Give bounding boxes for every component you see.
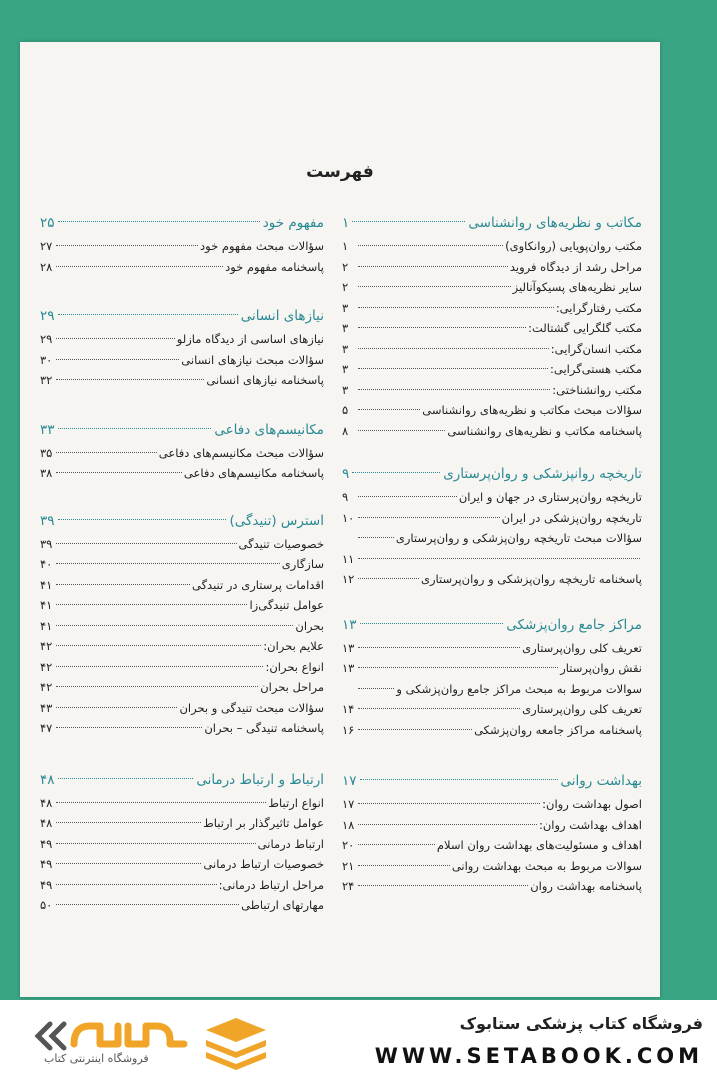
toc-section-heading[interactable] xyxy=(342,768,642,794)
entry-page-number: ۴۱ xyxy=(40,618,53,633)
toc-section xyxy=(40,210,324,277)
entry-page-number: ۱۴ xyxy=(342,702,355,716)
leader-dots xyxy=(358,368,548,369)
leader-dots xyxy=(56,686,258,687)
toc-section xyxy=(40,303,324,391)
toc-section-heading[interactable] xyxy=(40,508,324,534)
toc-entry[interactable] xyxy=(342,876,642,897)
leader-dots xyxy=(56,584,190,585)
entry-title: اهداف و مسئولیت‌های بهداشت روان اسلام xyxy=(436,838,642,852)
toc-entry[interactable] xyxy=(342,658,642,679)
leader-dots xyxy=(358,865,450,866)
entry-title: پاسخنامه تاریخچه روان‌پزشکی و روان‌پرستاری xyxy=(420,572,642,586)
toc-entry[interactable] xyxy=(342,380,642,401)
entry-page-number: ۲۹ xyxy=(40,332,53,346)
toc-entry[interactable] xyxy=(40,329,324,350)
toc-entry[interactable] xyxy=(40,813,324,834)
leader-dots xyxy=(56,884,217,885)
logo-tagline: فروشگاه اینترنتی کتاب xyxy=(44,1052,149,1065)
toc-entry[interactable] xyxy=(342,679,642,700)
section-title: تاریخچه روانپزشکی و روان‌پرستاری xyxy=(443,466,642,482)
entry-page-number: ۴۹ xyxy=(40,877,53,892)
leader-dots xyxy=(56,666,263,667)
leader-dots xyxy=(56,625,293,626)
leader-dots xyxy=(56,452,157,453)
section-title: مراکز جامع روان‌پزشکی xyxy=(506,616,642,633)
entry-title: مکتب روانشناختی: xyxy=(552,382,642,397)
entry-title: پاسخنامه مراکز جامعه روان‌پزشکی xyxy=(474,722,642,737)
entry-title: انواع ارتباط xyxy=(268,795,324,810)
toc-entry[interactable] xyxy=(342,549,642,570)
entry-page-number: ۱۳ xyxy=(342,661,355,675)
entry-title: سؤالات مبحث نیازهای انسانی xyxy=(181,352,324,367)
toc-entry[interactable] xyxy=(342,421,642,442)
section-page-number: ۲۵ xyxy=(40,215,55,231)
leader-dots xyxy=(358,844,435,845)
leader-dots xyxy=(358,688,394,689)
leader-dots xyxy=(56,822,201,823)
toc-section-heading[interactable] xyxy=(40,417,324,443)
toc-entry[interactable] xyxy=(342,699,642,720)
toc-entry[interactable] xyxy=(40,370,324,391)
toc-entry[interactable] xyxy=(40,875,324,896)
section-title: ارتباط و ارتباط درمانی xyxy=(196,771,324,788)
entry-title: پاسخنامه مفهوم خود xyxy=(225,259,324,274)
entry-page-number: ۳۰ xyxy=(40,352,53,367)
entry-page-number: ۴۸ xyxy=(40,795,53,810)
entry-page-number: ۲۷ xyxy=(40,239,53,253)
entry-page-number: ۲۰ xyxy=(342,838,355,852)
toc-entry[interactable] xyxy=(342,569,642,590)
toc-entry[interactable] xyxy=(342,257,642,278)
entry-page-number: ۱۲ xyxy=(342,572,355,586)
entry-page-number: ۱۸ xyxy=(342,817,355,832)
leader-dots xyxy=(358,496,457,497)
leader-dots xyxy=(358,245,503,246)
section-title: مکاتب و نظریه‌های روانشناسی xyxy=(468,215,642,231)
entry-title: پاسخنامه بهداشت روان xyxy=(530,879,642,893)
toc-section xyxy=(40,508,324,739)
entry-page-number: ۱۷ xyxy=(342,797,355,811)
leader-dots xyxy=(56,645,261,646)
toc-entry[interactable] xyxy=(40,595,324,616)
entry-page-number: ۲ xyxy=(342,259,349,274)
entry-page-number: ۳ xyxy=(342,362,349,376)
leader-dots xyxy=(56,863,201,864)
leader-dots xyxy=(358,824,537,825)
entry-page-number: ۲ xyxy=(342,280,349,294)
toc-entry[interactable] xyxy=(342,339,642,360)
toc-section xyxy=(342,210,642,441)
leader-dots xyxy=(358,517,500,518)
entry-page-number: ۹ xyxy=(342,490,349,504)
toc-section xyxy=(342,612,642,741)
leader-dots xyxy=(56,843,256,844)
entry-page-number: ۵ xyxy=(342,403,349,417)
page-title: فهرست xyxy=(306,162,374,182)
section-title: مفهوم خود xyxy=(262,215,324,231)
toc-section xyxy=(40,767,324,916)
toc-entry[interactable] xyxy=(40,677,324,698)
toc-entry[interactable] xyxy=(342,487,642,508)
toc-section-heading[interactable] xyxy=(342,612,642,638)
leader-dots xyxy=(358,430,445,431)
section-title: استرس (تنیدگی) xyxy=(229,512,324,529)
toc-section-heading[interactable] xyxy=(342,210,642,236)
leader-dots xyxy=(358,327,526,328)
leader-dots xyxy=(56,563,280,564)
entry-title: پاسخنامه تنیدگی – بحران xyxy=(204,721,324,735)
entry-title: مکتب روان‌پویایی (روانکاوی) xyxy=(505,239,642,253)
entry-title: خصوصیات ارتباط درمانی xyxy=(203,857,324,871)
entry-page-number: ۲۴ xyxy=(342,879,355,893)
leader-dots xyxy=(358,708,520,709)
entry-page-number: ۴۲ xyxy=(40,639,53,653)
entry-title: سازگاری xyxy=(281,557,324,571)
store-footer xyxy=(0,1000,717,1080)
leader-dots xyxy=(358,729,472,730)
leader-dots xyxy=(58,519,227,520)
toc-entry[interactable] xyxy=(40,443,324,464)
entry-title: مراحل ارتباط درمانی: xyxy=(218,877,324,892)
section-page-number: ۲۹ xyxy=(40,308,55,324)
entry-page-number: ۴۲ xyxy=(40,680,53,694)
toc-entry[interactable] xyxy=(342,277,642,298)
leader-dots xyxy=(358,537,394,538)
entry-page-number: ۸ xyxy=(342,423,349,438)
entry-title: سؤالات مبحث مکانیسم‌های دفاعی xyxy=(158,445,324,460)
entry-page-number: ۱۳ xyxy=(342,640,355,655)
toc-entry[interactable] xyxy=(40,616,324,637)
entry-title: مکتب گلگرایی گشتالت: xyxy=(528,321,642,335)
entry-page-number: ۱۶ xyxy=(342,722,355,737)
entry-title: مهارتهای ارتباطی xyxy=(241,898,324,912)
section-page-number: ۱ xyxy=(342,215,350,231)
toc-entry[interactable] xyxy=(40,575,324,596)
leader-dots xyxy=(358,266,508,267)
toc-entry[interactable] xyxy=(342,236,642,257)
leader-dots xyxy=(58,778,194,779)
toc-section-heading[interactable] xyxy=(342,461,642,487)
entry-page-number: ۴۱ xyxy=(40,577,53,592)
toc-entry[interactable] xyxy=(342,638,642,659)
toc-entry[interactable] xyxy=(342,528,642,549)
toc-section-heading[interactable] xyxy=(40,767,324,793)
entry-title: مراحل بحران xyxy=(260,680,324,694)
entry-title: تاریخچه روان‌پرستاری در جهان و ایران xyxy=(458,490,642,504)
entry-title: عوامل تاثیرگذار بر ارتباط xyxy=(203,816,324,830)
leader-dots xyxy=(56,359,179,360)
entry-title: سوالات مربوط به مبحث مراکز جامع روان‌پزشکی و xyxy=(396,681,642,696)
leader-dots xyxy=(352,472,440,473)
toc-entry[interactable] xyxy=(342,856,642,877)
entry-title: سؤالات مبحث تنیدگی و بحران xyxy=(179,700,324,715)
section-page-number: ۱۷ xyxy=(342,773,357,789)
section-page-number: ۳۹ xyxy=(40,512,55,529)
entry-title: عوامل تنیدگی‌زا xyxy=(249,598,324,612)
entry-page-number: ۳۹ xyxy=(40,536,53,551)
entry-page-number: ۴۳ xyxy=(40,700,53,715)
entry-page-number: ۴۱ xyxy=(40,598,53,612)
leader-dots xyxy=(358,558,640,559)
toc-section xyxy=(40,417,324,484)
entry-page-number: ۱ xyxy=(342,239,349,253)
section-title: نیازهای انسانی xyxy=(240,308,324,324)
leader-dots xyxy=(358,885,528,886)
store-name: فروشگاه کتاب پزشکی ستابوک xyxy=(459,1014,703,1033)
entry-title: اقدامات پرستاری در تنیدگی xyxy=(191,577,324,592)
toc-entry[interactable] xyxy=(40,854,324,875)
leader-dots xyxy=(360,623,504,624)
toc-entry[interactable] xyxy=(40,463,324,484)
entry-page-number: ۲۱ xyxy=(342,858,355,873)
entry-page-number: ۳ xyxy=(342,382,349,397)
entry-page-number: ۱۰ xyxy=(342,510,355,525)
entry-title: سؤالات مبحث تاریخچه روان‌پزشکی و روان‌پرستاری xyxy=(395,531,642,545)
toc-entry[interactable] xyxy=(342,794,642,815)
toc-entry[interactable] xyxy=(40,236,324,257)
section-page-number: ۳۳ xyxy=(40,421,55,438)
store-url[interactable]: WWW.SETABOOK.COM xyxy=(374,1044,703,1068)
book-page xyxy=(20,42,660,997)
entry-title: تعریف کلی روان‌پرستاری xyxy=(522,640,642,655)
leader-dots xyxy=(358,578,419,579)
leader-dots xyxy=(56,379,204,380)
leader-dots xyxy=(58,221,260,222)
toc-entry[interactable] xyxy=(342,508,642,529)
toc-entry[interactable] xyxy=(342,815,642,836)
leader-dots xyxy=(358,307,554,308)
entry-title: مکتب رفتارگرایی: xyxy=(555,300,642,315)
leader-dots xyxy=(56,338,175,339)
toc-entry[interactable] xyxy=(342,359,642,380)
toc-entry[interactable] xyxy=(40,718,324,739)
toc-entry[interactable] xyxy=(40,636,324,657)
entry-page-number: ۴۹ xyxy=(40,857,53,871)
entry-page-number: ۴۸ xyxy=(40,816,53,830)
entry-page-number: ۳۲ xyxy=(40,373,53,387)
leader-dots xyxy=(358,409,420,410)
toc-section xyxy=(342,768,642,897)
entry-title: سوالات مربوط به مبحث بهداشت روانی xyxy=(451,858,642,873)
entry-title: اهداف بهداشت روان: xyxy=(538,817,642,832)
entry-page-number: ۲۸ xyxy=(40,259,53,274)
toc-entry[interactable] xyxy=(342,720,642,741)
leader-dots xyxy=(56,707,177,708)
entry-title: انواع بحران: xyxy=(265,659,324,674)
leader-dots xyxy=(352,221,465,222)
entry-title: نقش روان‌پرستار xyxy=(560,661,642,675)
entry-title: پاسخنامه نیازهای انسانی xyxy=(206,373,324,387)
entry-page-number: ۴۰ xyxy=(40,557,53,571)
entry-title: اصول بهداشت روان: xyxy=(542,797,642,811)
entry-page-number: ۳ xyxy=(342,341,349,356)
entry-title: پاسخنامه مکاتب و نظریه‌های روانشناسی xyxy=(447,423,642,438)
entry-title: علایم بحران: xyxy=(263,639,324,653)
entry-page-number: ۳ xyxy=(342,300,349,315)
toc-section-heading[interactable] xyxy=(40,210,324,236)
toc-entry[interactable] xyxy=(342,318,642,339)
leader-dots xyxy=(56,543,237,544)
section-title: مکانیسم‌های دفاعی xyxy=(214,421,324,438)
entry-page-number: ۱۱ xyxy=(342,551,355,566)
entry-page-number: ۴۷ xyxy=(40,721,53,735)
leader-dots xyxy=(358,667,558,668)
entry-page-number: ۳۵ xyxy=(40,445,53,460)
entry-title: نیازهای اساسی از دیدگاه مازلو xyxy=(176,332,324,346)
leader-dots xyxy=(56,904,239,905)
leader-dots xyxy=(360,779,558,780)
entry-title: مکتب هستی‌گرایی: xyxy=(550,362,642,376)
leader-dots xyxy=(56,727,202,728)
leader-dots xyxy=(358,286,511,287)
entry-title: مکتب انسان‌گرایی: xyxy=(550,341,642,356)
entry-page-number: ۴۲ xyxy=(40,659,53,674)
section-page-number: ۱۳ xyxy=(342,616,357,633)
entry-page-number: ۴۹ xyxy=(40,836,53,851)
entry-title: مراحل رشد از دیدگاه فروید xyxy=(509,259,642,274)
toc-entry[interactable] xyxy=(40,350,324,371)
toc-entry[interactable] xyxy=(342,835,642,856)
section-page-number: ۹ xyxy=(342,466,350,482)
toc-section-heading[interactable] xyxy=(40,303,324,329)
toc-entry[interactable] xyxy=(40,554,324,575)
entry-title: ارتباط درمانی xyxy=(257,836,324,851)
entry-title: تاریخچه روان‌پزشکی در ایران xyxy=(501,510,642,525)
entry-page-number: ۳۸ xyxy=(40,466,53,480)
leader-dots xyxy=(56,604,247,605)
entry-title: تعریف کلی روان‌پرستاری xyxy=(522,702,642,716)
entry-page-number: ۳ xyxy=(342,321,349,335)
toc-entry[interactable] xyxy=(40,257,324,278)
toc-left-column xyxy=(40,210,324,916)
section-title: بهداشت روانی xyxy=(560,773,642,789)
leader-dots xyxy=(56,472,182,473)
entry-page-number: ۵۰ xyxy=(40,898,53,912)
toc-section xyxy=(342,461,642,590)
toc-entry[interactable] xyxy=(40,793,324,814)
entry-title: سؤالات مبحث مکاتب و نظریه‌های روانشناسی xyxy=(422,403,642,417)
toc-right-column xyxy=(342,210,642,897)
toc-entry[interactable] xyxy=(40,657,324,678)
entry-title: پاسخنامه مکانیسم‌های دفاعی xyxy=(183,466,324,480)
leader-dots xyxy=(56,802,266,803)
toc-entry[interactable] xyxy=(40,895,324,916)
leader-dots xyxy=(56,245,198,246)
toc-entry[interactable] xyxy=(40,834,324,855)
toc-entry[interactable] xyxy=(40,534,324,555)
toc-entry[interactable] xyxy=(342,400,642,421)
entry-title: بحران xyxy=(295,618,324,633)
entry-title: خصوصیات تنیدگی xyxy=(238,536,324,551)
toc-entry[interactable] xyxy=(342,298,642,319)
leader-dots xyxy=(358,803,540,804)
leader-dots xyxy=(358,348,549,349)
leader-dots xyxy=(58,428,212,429)
leader-dots xyxy=(58,314,238,315)
leader-dots xyxy=(56,266,223,267)
leader-dots xyxy=(358,389,550,390)
entry-title: سؤالات مبحث مفهوم خود xyxy=(200,239,324,253)
section-page-number: ۴۸ xyxy=(40,771,55,788)
entry-title: سایر نظریه‌های پسیکوآنالیز xyxy=(512,280,642,294)
toc-entry[interactable] xyxy=(40,698,324,719)
leader-dots xyxy=(358,647,520,648)
